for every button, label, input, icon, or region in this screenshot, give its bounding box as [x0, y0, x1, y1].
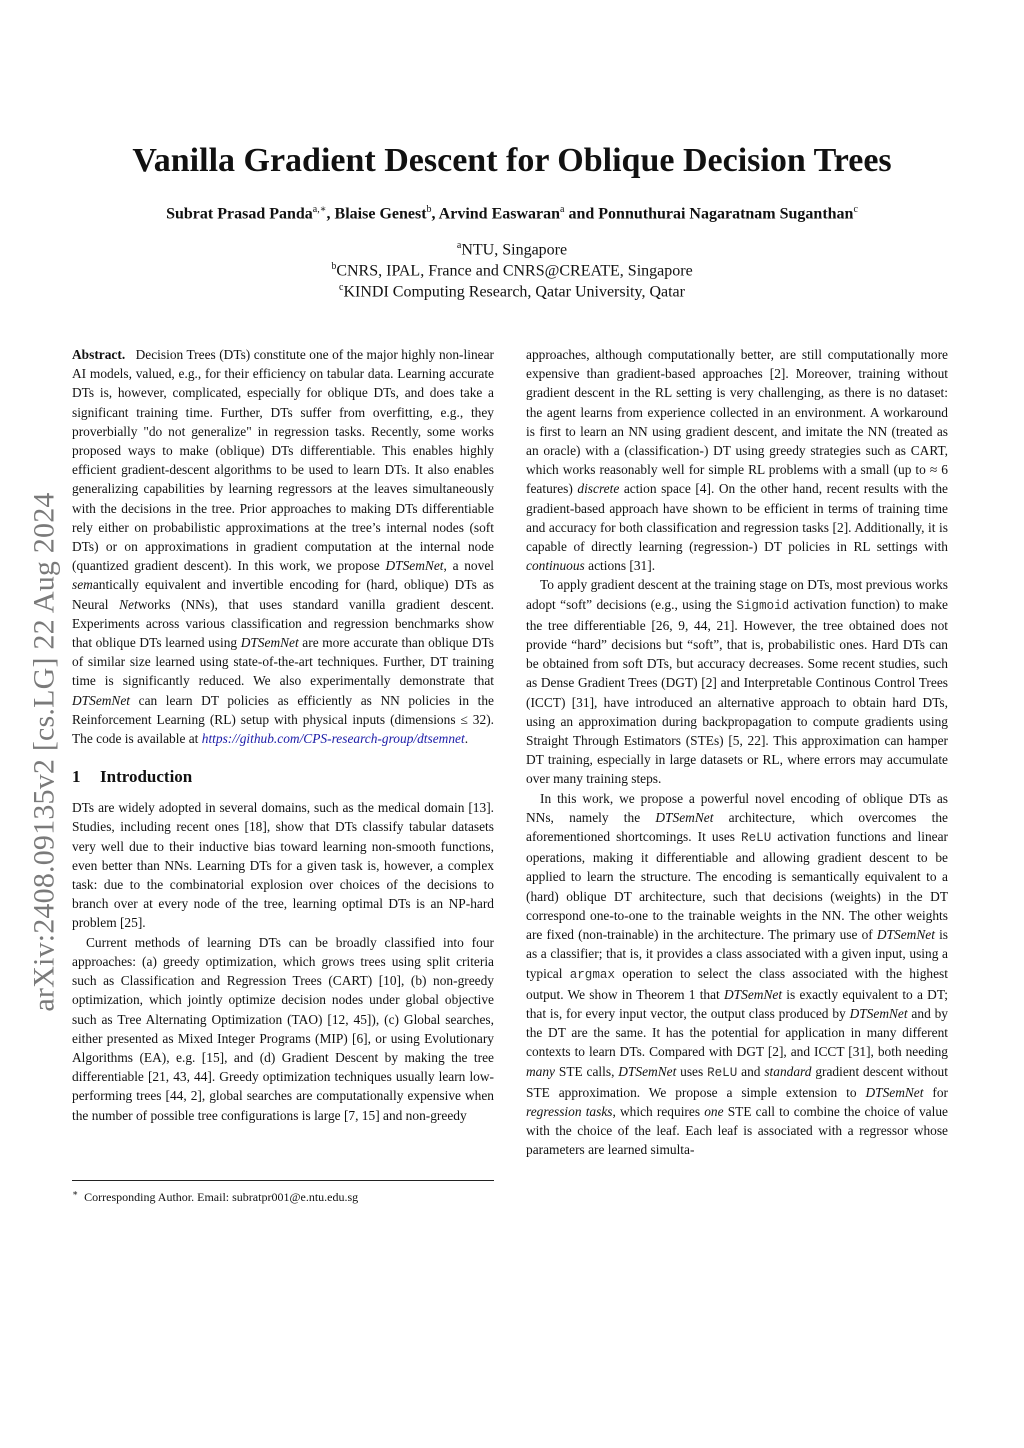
abstract-text: antically equivalent and invertible encoding for (hard, oblique) DTs as Neural — [72, 577, 494, 612]
abstract-text: can learn DT policies as efficiently as NN policies in the Reinforcement Learning (RL) setup with physical inputs (dimensions ≤ 32). The code is available at — [72, 692, 494, 747]
affiliation — [0, 282, 1024, 301]
text: actions [31]. — [584, 558, 656, 574]
text: STE call to combine the choice of value with the choice of the leaf. Each leaf is associated with a regressor whose parameters are learned simulta- — [526, 1103, 948, 1158]
text: , which requires — [612, 1103, 705, 1119]
footnote-text: Corresponding Author. Email: subratpr001@e.ntu.edu.sg — [84, 1190, 359, 1204]
paragraph: Current methods of learning DTs can be broadly classified into four approaches: (a) greedy optimization, which grows trees using split criteria such as Classification and Regression Trees (CART) [10], (b) non-greedy optimization, which jointly optimize decision nodes under global objective such as Tree Alternating Optimization (TAO) [12, 45]), (c) Global searches, either presented as Mixed Integer Programs (MIP) [6], or using Evolutionary Algorithms (EA), e.g. [15], and (d) Gradient Descent by making the tree differentiable [21, 43, 44]. Greedy optimization techniques usually learn low-performing trees [44, 2], global searches are computationally expensive when the number of possible tree configurations is large [7, 15] and non-greedy — [72, 934, 494, 1123]
code-term: argmax — [569, 967, 616, 982]
section-heading — [72, 766, 494, 788]
author-name: Ponnuthurai Nagaratnam Suganthan — [598, 205, 854, 223]
method-name: DTSemNet — [655, 809, 714, 825]
right-column — [526, 345, 948, 1160]
paragraph: DTs are widely adopted in several domains, such as the medical domain [13]. Studies, including recent ones [18], show that DTs classify tabular datasets very well due to their inductive bias toward learning non-smooth functions, even better than NNs. Learning DTs for a given task is, however, a complex task: due to the combinatorial explosion over choices of the decisions to branch over at every node of the tree, learning optimal DTs is an NP-hard problem [25]. — [72, 800, 494, 931]
abstract-text: are more accurate than oblique DTs of similar size learned using state-of-the-art techniques. Further, DT training time is significantly reduced. We also experimentally demonstrate that — [72, 635, 494, 689]
emphasis: one — [704, 1103, 724, 1119]
text: activation functions and linear operations, making it differentiable and allowing gradient descent to be applied to learn the structure. The encoding is semantically equivalent to a (hard) oblique DT architecture, such that decisions (weights) in the DT correspond one-to-one to the trainable weights in the NN. The other weights are fixed (non-trainable) in the architecture. The primary use of — [526, 829, 948, 943]
abstract — [72, 345, 494, 748]
emphasis: sem — [72, 577, 93, 593]
text: STE calls, — [555, 1063, 619, 1079]
method-name: DTSemNet — [385, 558, 444, 574]
text: for — [923, 1084, 948, 1100]
emphasis: Net — [119, 596, 138, 612]
method-name: DTSemNet — [876, 927, 935, 943]
abstract-text: , a novel — [443, 558, 494, 574]
author-name: Arvind Easwaran — [438, 205, 561, 223]
emphasis: discrete — [577, 481, 620, 497]
method-name: DTSemNet — [865, 1084, 924, 1100]
method-name: DTSemNet — [724, 986, 783, 1002]
affiliation — [0, 261, 1024, 280]
author-list — [0, 204, 1024, 223]
author-affil-marker: a — [560, 204, 565, 215]
footnote-marker: ∗ — [72, 1188, 79, 1198]
emphasis: standard — [764, 1063, 812, 1079]
footnote — [72, 1185, 494, 1205]
method-name: DTSemNet — [240, 635, 299, 651]
affiliation — [0, 240, 1024, 259]
author-separator: , — [431, 205, 439, 223]
author-affil-marker: b — [426, 204, 432, 215]
section-title: Introduction — [100, 767, 193, 787]
abstract-text: . — [464, 731, 469, 747]
paper-title: Vanilla Gradient Descent for Oblique Decision Trees — [132, 142, 892, 179]
affiliation-marker: a — [456, 240, 462, 251]
arxiv-stamp-text: arXiv:2408.09135v2 [cs.LG] 22 Aug 2024 — [28, 492, 61, 1012]
text: activation function) to make the tree differentiable [26, 9, 44, 21]. However, the tree obtained does not provide “hard” decisions but “soft”, that is, probabilistic ones. Hard DTs can be obtained from soft DTs, but accuracy decreases. Some recent studies, such as Dense Gradient Trees (DGT) [2] and Interpretable Continous Control Trees (ICCT) [31], have introduced an alternative approach to obtain hard DTs, using an approximation during backpropagation to compute gradients using Straight Through Estimators (STEs) [5, 22]. This approximation can hamper DT training, especially in large datasets or RL, where errors may accumulate over many training steps. — [526, 596, 948, 787]
emphasis: regression tasks — [526, 1103, 613, 1119]
emphasis: many — [526, 1063, 556, 1079]
text: and — [737, 1063, 765, 1079]
text: gradient descent without STE approximation. We propose a simple extension to — [526, 1063, 948, 1100]
arxiv-stamp — [30, 446, 60, 1058]
abstract-text: Decision Trees (DTs) constitute one of the major highly non-linear AI models, valued, e.g., for their efficiency on tabular data. Learning accurate DTs is, however, complicated, especially for oblique DTs, and does take a significant training time. Further, DTs suffer from overfitting, e.g., they proverbially "do not generalize" in regression tasks. Recently, some works proposed ways to make (oblique) DTs differentiable. This enables highly efficient gradient-descent algorithms to be used to learn DTs. It also enables generalizing capabilities by learning regressors at the leaves simultaneously with the decisions in the tree. Prior approaches to making DTs differentiable rely either on probabilistic approximations at the tree’s internal nodes (soft DTs) or on approximations in gradient computation at the internal node (quantized gradient descent). In this work, we propose — [72, 347, 494, 574]
author-name: Subrat Prasad Panda — [166, 205, 313, 223]
code-term: Sigmoid — [736, 598, 790, 613]
method-name: DTSemNet — [72, 692, 131, 708]
text: is as a classifier; that is, it provides a class associated with a given input, using a typical — [526, 927, 948, 981]
text: uses — [676, 1063, 708, 1079]
affiliation-text: KINDI Computing Research, Qatar University, Qatar — [343, 283, 685, 301]
author-affil-marker: a,∗ — [312, 204, 327, 215]
author-name: Blaise Genest — [334, 205, 427, 223]
section-number: 1 — [72, 767, 81, 787]
footnote-divider — [72, 1180, 494, 1181]
code-term: ReLU — [741, 831, 772, 846]
text: action space [4]. On the other hand, recent results with the gradient-based approach have shown to be efficient in terms of training time and accuracy for both classification and regression tasks [2]. Additionally, it is capable of directly learning (regression-) DT policies in RL settings with — [526, 481, 949, 555]
affiliation-text: CNRS, IPAL, France and CNRS@CREATE, Singapore — [336, 262, 693, 280]
author-affil-marker: c — [853, 204, 858, 215]
text: architecture, which overcomes the aforementioned shortcomings. It uses — [526, 809, 948, 845]
text: is exactly equivalent to a DT; that is, for every input vector, the output class produced by — [526, 986, 948, 1021]
text: In this work, we propose a powerful novel encoding of oblique DTs as NNs, namely the — [526, 790, 948, 825]
method-name: DTSemNet — [849, 1005, 908, 1021]
left-column — [72, 345, 494, 1125]
affiliation-text: NTU, Singapore — [461, 241, 568, 259]
text: and by the DT are the same. It has the potential for application in many different contexts to learn DTs. Compared with DGT [2], and ICCT [31], both needing — [526, 1005, 948, 1060]
text: operation to select the class associated with the highest output. We show in Theorem 1 that — [526, 965, 948, 1002]
abstract-label: Abstract. — [72, 347, 126, 362]
method-name: DTSemNet — [618, 1063, 677, 1079]
emphasis: continuous — [526, 558, 585, 574]
paragraph — [526, 345, 948, 575]
paragraph — [526, 575, 948, 788]
author-and: and — [564, 205, 599, 223]
code-link[interactable]: https://github.com/CPS-research-group/dtsemnet — [201, 731, 465, 747]
affiliation-marker: c — [339, 282, 344, 293]
code-term: ReLU — [707, 1065, 738, 1080]
author-separator: , — [326, 205, 335, 223]
text: To apply gradient descent at the training stage on DTs, most previous works adopt “soft” decisions (e.g., using the — [526, 577, 948, 612]
abstract-text: works (NNs), that uses standard vanilla gradient descent. Experiments across various classification and regression benchmarks show that oblique DTs learned using — [72, 596, 494, 651]
paragraph — [526, 789, 948, 1160]
affiliation-marker: b — [331, 261, 337, 272]
text: approaches, although computationally better, are still computationally more expensive than gradient-based approaches [2]. Moreover, training without gradient descent in the RL setting is very challenging, as there is no dataset: the agent learns from experience collected in an environment. A workaround is first to learn an NN using gradient descent, and imitate the NN (treated as an oracle) with a (classification-) DT using greedy strategies such as CART, which works reasonably well for simple RL problems with a small (up to ≈ 6 features) — [526, 347, 948, 497]
